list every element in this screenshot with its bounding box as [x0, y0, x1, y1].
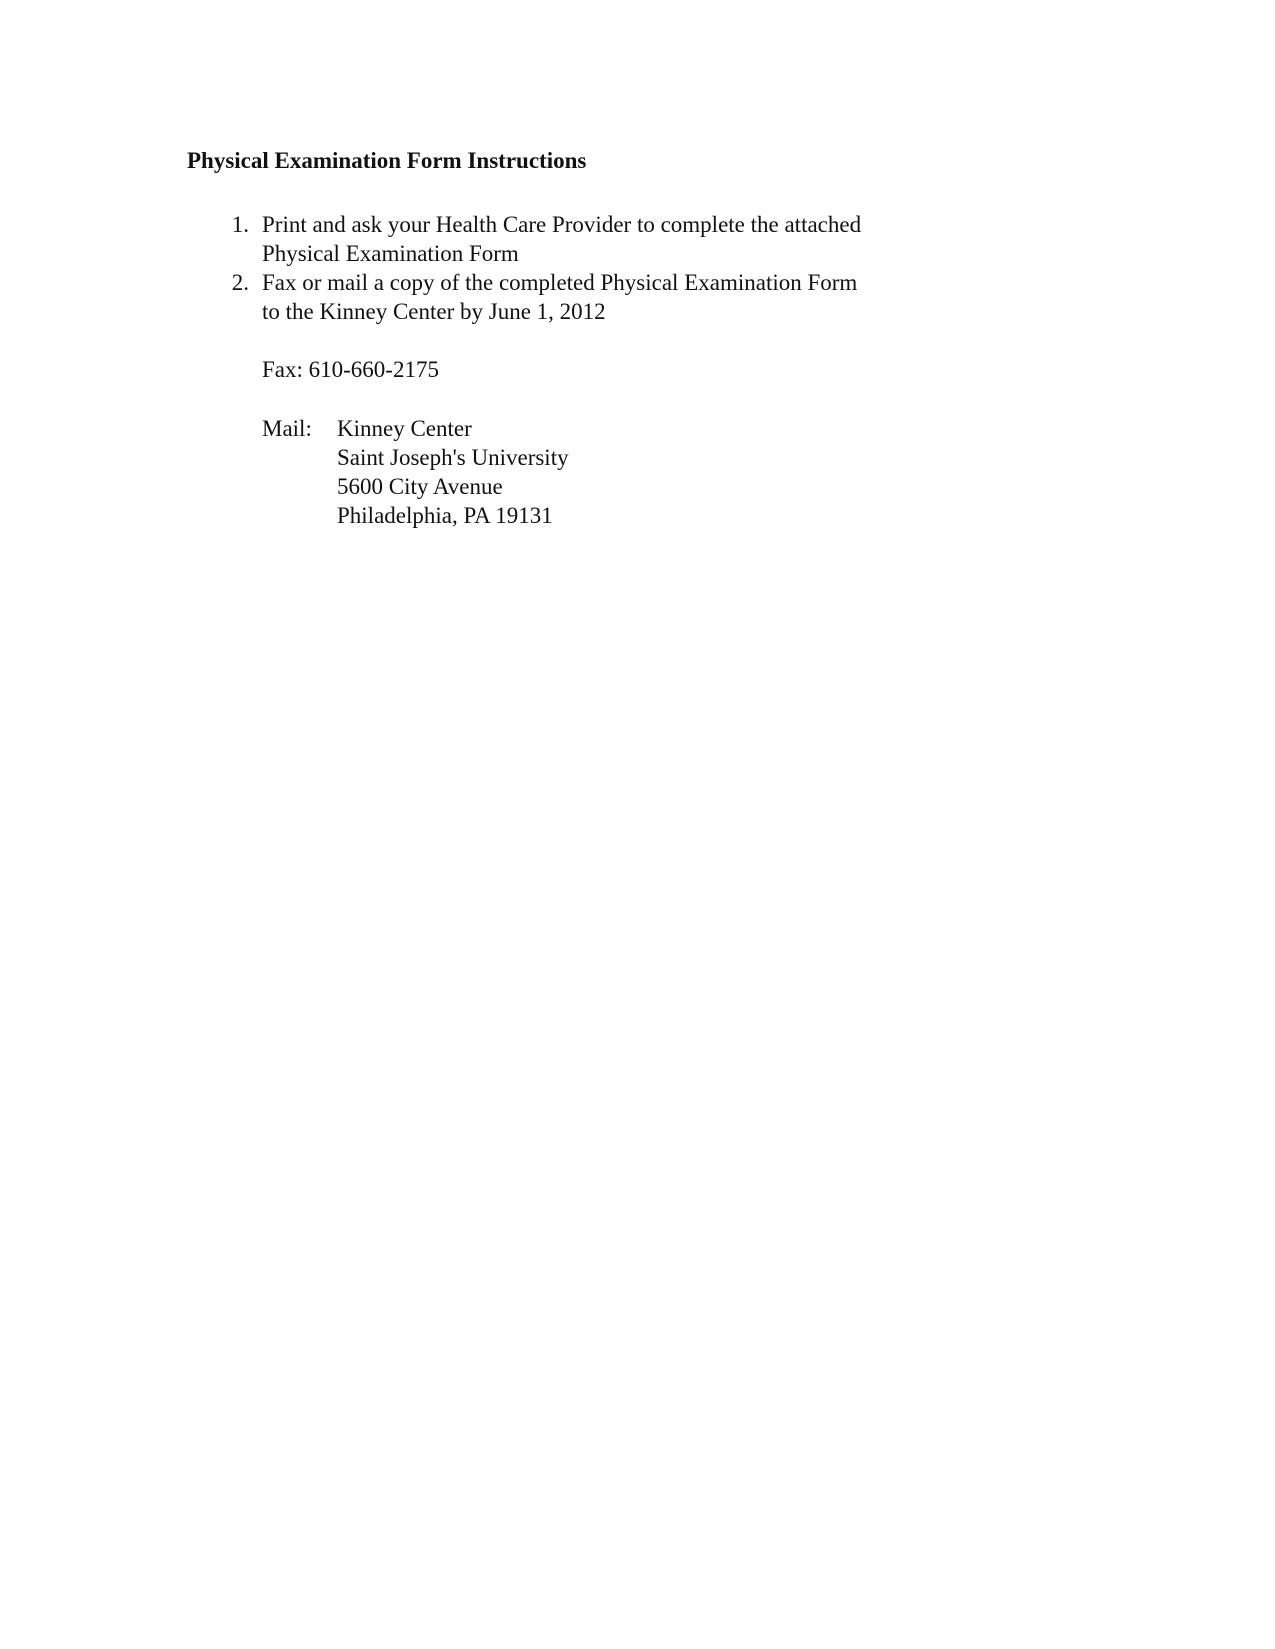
list-item-number: 1. — [231, 212, 249, 237]
list-item-number: 2. — [231, 270, 249, 295]
list-item — [223, 268, 983, 326]
list-item-text: Print and ask your Health Care Provider to complete the attached — [262, 212, 862, 237]
address-line: Philadelphia, PA 19131 — [337, 503, 553, 528]
list-item-text: Fax or mail a copy of the completed Physical Examination Form — [262, 270, 858, 295]
list-item — [223, 210, 983, 268]
address-line: Saint Joseph's University — [337, 445, 569, 470]
instruction-list — [223, 210, 983, 326]
fax-number: Fax: 610-660-2175 — [262, 357, 439, 382]
address-line: Kinney Center — [337, 416, 472, 441]
page-title: Physical Examination Form Instructions — [187, 148, 587, 173]
mail-label: Mail: — [262, 416, 312, 441]
list-item-text: to the Kinney Center by June 1, 2012 — [262, 299, 606, 324]
mail-address — [337, 414, 737, 530]
list-item-text: Physical Examination Form — [262, 241, 519, 266]
address-line: 5600 City Avenue — [337, 474, 503, 499]
